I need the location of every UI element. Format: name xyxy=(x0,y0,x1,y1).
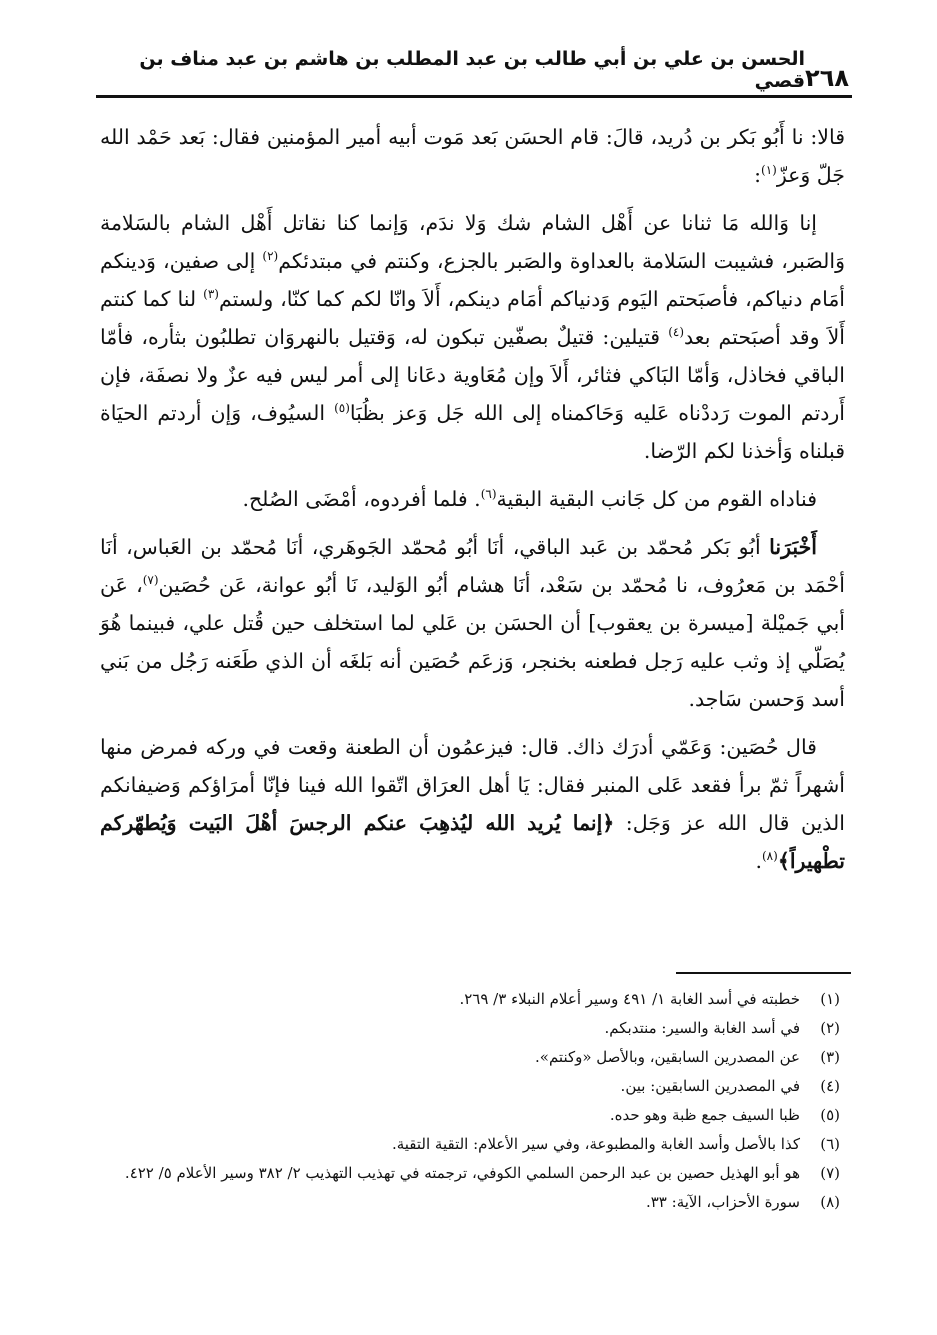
footnote-ref: (٦) xyxy=(480,487,497,502)
paragraph-5 xyxy=(100,728,845,880)
paragraph-text: . xyxy=(755,849,762,873)
paragraph-text: لنا كما كنتم أَلاَ وقد أصبَحتم بعد xyxy=(100,287,845,349)
footnote-ref: (٧) xyxy=(142,573,159,588)
paragraph-text: قال حُصَين: وَعَمّي أدرَك ذاك. قال: فيزعمُون أن الطعنة وقعت في وركه فمرض منها أشهراً ثمّ برأ فقعد عَلى المنبر فقال: يَا أهل العرَاق اتّقوا الله فينا فإنّا أمرَاؤكم وَضيفانكم الذين قال الله عز وَجَل: xyxy=(100,735,845,835)
paragraph-text: قالا: نا أَبُو بَكر بن دُريد، قالَ: قام الحسَن بَعد مَوت أبيه أمير المؤمنين فقال: بَعد حَمْد الله جَلّ وَعزّ xyxy=(100,125,845,187)
footnote xyxy=(100,985,840,1014)
footnote xyxy=(100,1043,840,1072)
paragraph-text: فناداه القوم من كل جَانب البقية البقية xyxy=(496,487,817,511)
paragraph-3 xyxy=(100,480,845,518)
paragraph-text: إنا وَالله مَا ثنانا عن أَهْل الشام شك وَلا ندَم، وَإنما كنا نقاتل أَهْل الشام بالسَلامة وَالصَبر، فشيبت السَلامة بالعداوة والصَبر بالجزع، وكنتم في مبتدئكم xyxy=(100,211,845,273)
footnote-number: (٤) xyxy=(820,1077,840,1095)
page-header xyxy=(96,48,849,92)
running-title: الحسن بن علي بن أبي طالب بن عبد المطلب بن هاشم بن عبد مناف بن قصي xyxy=(139,48,806,92)
paragraph-text: . فلما أفردوه، أمْضَى الصُلح. xyxy=(242,487,481,511)
paragraph-text: أبُو بَكر مُحمّد بن عَبد الباقي، أنَا أبُو مُحمّد الجَوهَري، أنَا مُحمّد بن العَباس، أنَا أحْمَد بن مَعرُوف، نا مُحمّد بن سَعْد، أنَا هشام أبُو الوَليد، نَا أبُو عوانة، عَن حُصَين xyxy=(100,535,845,597)
paragraph-text: : xyxy=(754,163,761,187)
page-number: ٢٦٨ xyxy=(805,64,849,92)
footnote-text: عن المصدرين السابقين، وبالأصل «وكنتم». xyxy=(535,1048,800,1066)
footnote-number: (٨) xyxy=(820,1193,840,1211)
footnote-text: في أسد الغابة والسير: منتدبكم. xyxy=(604,1019,800,1037)
footnote-text: سورة الأحزاب، الآية: ٣٣. xyxy=(645,1193,800,1211)
paragraph-text: ، عَن أبي جَميْلة [ميسرة بن يعقوب] أن الحسَن بن عَلي لما استخلف حين قُتل علي، فبينما هُوَ يُصَلّي إذ وثب عليه رَجل فطعنه بخنجر، وَزعَم حُصَين أنه بَلغَه أن الذي طَعَنه رَجُل من بَني أسد وَحسن سَاجد. xyxy=(100,573,845,711)
footnote-text: ظبا السيف جمع ظبة وهو حده. xyxy=(609,1106,800,1124)
paragraph-text: السيُوف، وَإن أردتم الحيَاة قبلناه وَأخذنا لكم الرّضا. xyxy=(100,401,845,463)
footnote-ref: (٢) xyxy=(262,249,279,264)
footnote-number: (٧) xyxy=(820,1164,840,1182)
paragraph-2 xyxy=(100,204,845,470)
footnote-number: (١) xyxy=(820,990,840,1008)
footnote-ref: (٤) xyxy=(668,325,685,340)
footnote xyxy=(100,1014,840,1043)
main-text xyxy=(100,118,845,890)
footnote-number: (٦) xyxy=(820,1135,840,1153)
paragraph-text: قتيلين: قتيلٌ بصفّين تبكون له، وَقتيل بالنهروَان تطلبُون بثأره، فأمّا الباقي فخاذل، وَأمّا البَاكي فثائر، أَلاَ وإن مُعَاوية دعَانا إلى أمر ليس فيه عزٌ ولا نصفَة، فإن أَردتم الموت رَددْناه عَليه وَحَاكمناه إلى الله جَل وَعز بظُبَا xyxy=(100,325,845,425)
paragraph-text: إلى صفين، وَدينكم أمَام دنياكم، فأصبَحتم اليَوم وَدنياكم أمَام دينكم، أَلاَ وانّا لكم كما كنّا، ولستم xyxy=(100,249,845,311)
paragraph-lead: أَخْبَرَنا xyxy=(769,535,817,559)
footnote-text: كذا بالأصل وأسد الغابة والمطبوعة، وفي سير الأعلام: التقية التقية. xyxy=(391,1135,800,1153)
footnote-ref: (١) xyxy=(761,163,777,178)
footnote-ref: (٨) xyxy=(761,849,778,864)
footnote-number: (٥) xyxy=(820,1106,840,1124)
footnote-text: في المصدرين السابقين: بين. xyxy=(620,1077,800,1095)
footnote xyxy=(100,1072,840,1101)
footnote-ref: (٥) xyxy=(334,401,350,416)
footnote xyxy=(100,1188,840,1217)
footnote-number: (٣) xyxy=(820,1048,840,1066)
footnote xyxy=(100,1130,840,1159)
header-rule xyxy=(96,95,852,98)
footnotes xyxy=(100,985,840,1217)
footnote-rule xyxy=(676,972,851,974)
footnote xyxy=(100,1101,840,1130)
quran-quote: ﴿إنما يُريد الله ليُذهِبَ عنكم الرجسَ أهْلَ البَيت وَيُطهّركم تطْهيراً﴾ xyxy=(100,811,845,873)
footnote-text: هو أبو الهذيل حصين بن عبد الرحمن السلمي الكوفي، ترجمته في تهذيب التهذيب ٢/ ٣٨٢ وسير الأعلام ٥/ ٤٢٢. xyxy=(124,1164,800,1182)
footnote-ref: (٣) xyxy=(203,287,219,302)
paragraph-4 xyxy=(100,528,845,718)
footnote-number: (٢) xyxy=(820,1019,840,1037)
paragraph-1 xyxy=(100,118,845,194)
footnote-text: خطبته في أسد الغابة ١/ ٤٩١ وسير أعلام النبلاء ٣/ ٢٦٩. xyxy=(459,990,800,1008)
footnote xyxy=(100,1159,840,1188)
